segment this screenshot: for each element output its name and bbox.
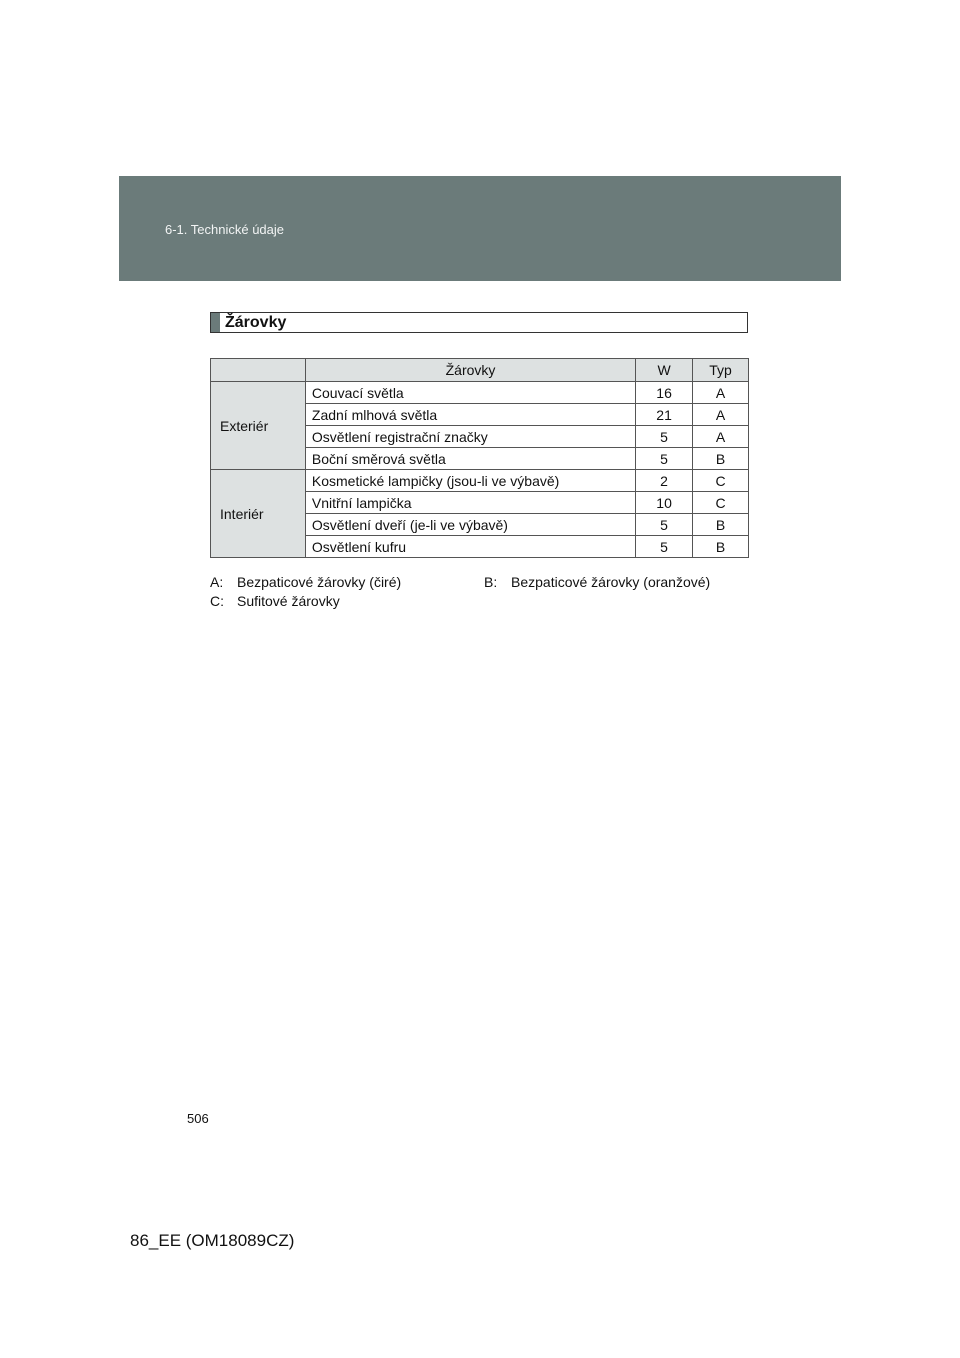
bulb-name: Vnitřní lampička: [305, 492, 635, 514]
bulb-name: Boční směrová světla: [305, 448, 635, 470]
column-header: Žárovky: [305, 359, 635, 382]
legend-key: B:: [484, 574, 498, 590]
legend-text: Bezpaticové žárovky (oranžové): [511, 574, 711, 590]
column-header: W: [636, 359, 693, 382]
legend-key: A:: [210, 574, 224, 590]
bulb-type: A: [693, 382, 749, 404]
bulb-watts: 5: [636, 536, 693, 558]
bulbs-table: [210, 358, 749, 558]
bulb-type: C: [693, 470, 749, 492]
bulb-name: Osvětlení dveří (je-li ve výbavě): [305, 514, 635, 536]
bulb-name: Zadní mlhová světla: [305, 404, 635, 426]
section-heading: 6-1. Technické údaje: [165, 222, 285, 237]
bulb-watts: 21: [636, 404, 693, 426]
table-row: [211, 382, 749, 404]
bulb-name: Kosmetické lampičky (jsou-li ve výbavě): [305, 470, 635, 492]
bulb-type: A: [693, 426, 749, 448]
bulb-watts: 10: [636, 492, 693, 514]
column-header: Typ: [693, 359, 749, 382]
legend-item-b: [484, 574, 710, 590]
column-header: [211, 359, 306, 382]
bulb-type: B: [693, 448, 749, 470]
group-label: Interiér: [211, 470, 306, 558]
bulb-type: A: [693, 404, 749, 426]
bulb-watts: 5: [636, 514, 693, 536]
header-band: [119, 176, 841, 281]
bulb-watts: 5: [636, 448, 693, 470]
legend-text: Sufitové žárovky: [237, 593, 340, 609]
table-row: [211, 470, 749, 492]
section-title-box: [210, 312, 748, 333]
section-title: Žárovky: [225, 314, 287, 331]
title-accent-bar: [211, 313, 220, 332]
bulb-watts: 2: [636, 470, 693, 492]
legend-item-c: [210, 593, 340, 609]
bulb-watts: 16: [636, 382, 693, 404]
document-code: 86_EE (OM18089CZ): [130, 1231, 295, 1250]
bulb-type: B: [693, 514, 749, 536]
table-header-row: [211, 359, 749, 382]
group-label: Exteriér: [211, 382, 306, 470]
legend-item-a: [210, 574, 401, 590]
bulb-type: B: [693, 536, 749, 558]
bulb-name: Osvětlení registrační značky: [305, 426, 635, 448]
bulb-name: Couvací světla: [305, 382, 635, 404]
legend-text: Bezpaticové žárovky (čiré): [237, 574, 402, 590]
bulb-name: Osvětlení kufru: [305, 536, 635, 558]
legend-key: C:: [210, 593, 224, 609]
bulb-type: C: [693, 492, 749, 514]
page-number: 506: [187, 1111, 209, 1126]
bulb-watts: 5: [636, 426, 693, 448]
